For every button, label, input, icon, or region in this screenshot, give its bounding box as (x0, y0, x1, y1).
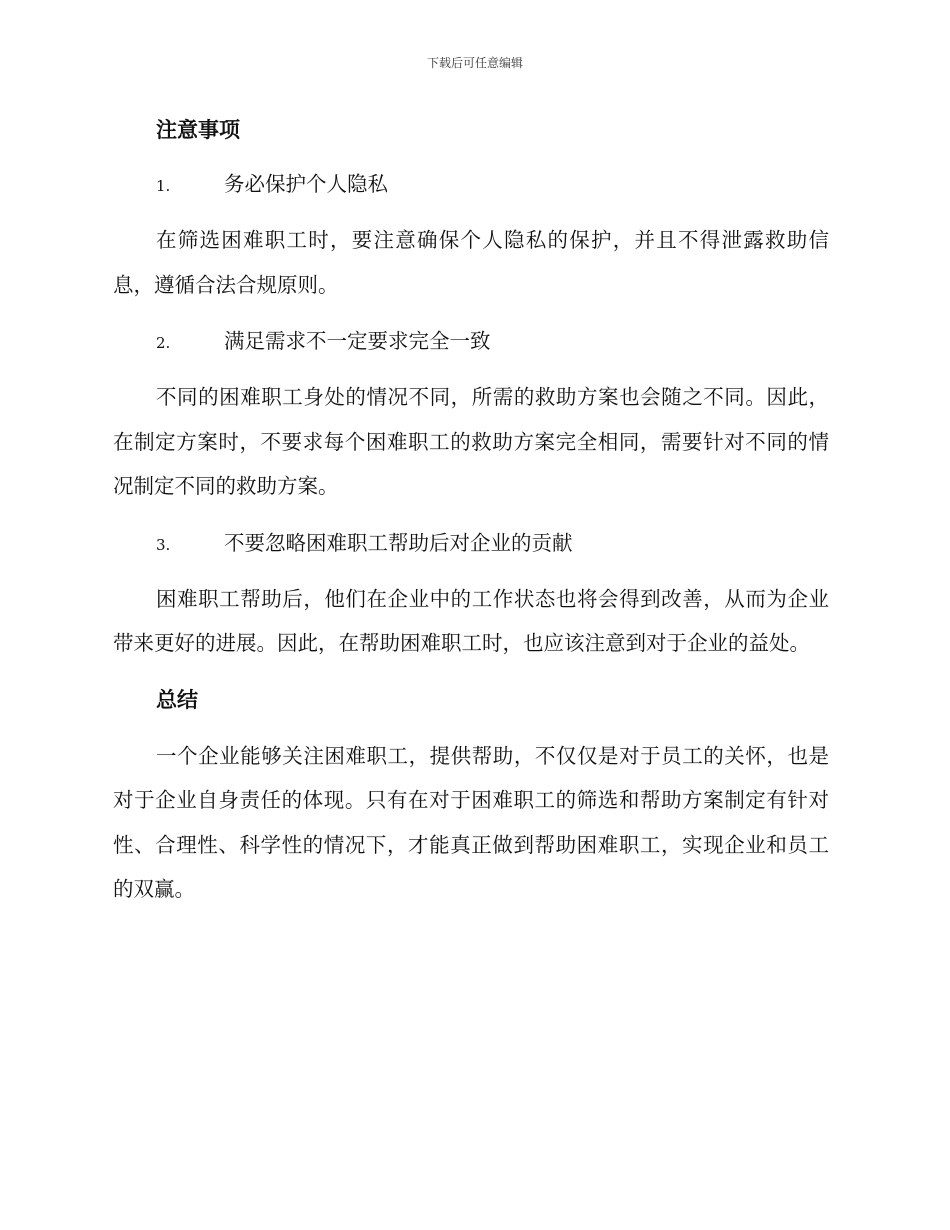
list-number: 1. (156, 177, 171, 195)
paragraph: 不同的困难职工身处的情况不同，所需的救助方案也会随之不同。因此，在制定方案时，不要求每个困难职工的救助方案完全相同，需要针对不同的情况制定不同的救助方案。 (113, 385, 829, 498)
list-heading: 满足需求不一定要求完全一致 (224, 329, 491, 353)
list-heading: 不要忽略困难职工帮助后对企业的贡献 (224, 530, 573, 555)
document-body (113, 110, 829, 912)
list-heading: 务必保护个人隐私 (224, 172, 388, 196)
paragraph: 困难职工帮助后，他们在企业中的工作状态也将会得到改善，从而为企业带来更好的进展。因此，在帮助困难职工时，也应该注意到对于企业的益处。 (113, 586, 829, 655)
paragraph: 在筛选困难职工时，要注意确保个人隐私的保护，并且不得泄露救助信息，遵循合法合规原则。 (113, 228, 829, 297)
list-number: 3. (156, 535, 171, 554)
list-item-3 (113, 523, 829, 563)
section-title-notes: 注意事项 (156, 118, 240, 142)
paragraph: 一个企业能够关注困难职工，提供帮助，不仅仅是对于员工的关怀，也是对于企业自身责任的体现。只有在对于困难职工的筛选和帮助方案制定有针对性、合理性、科学性的情况下，才能真正做到帮助困难职工，实现企业和员工的双赢。 (113, 743, 829, 901)
list-number: 2. (156, 334, 171, 352)
section-title-summary: 总结 (156, 687, 198, 712)
list-item-1 (113, 164, 829, 204)
page-header: 下载后可任意编辑 (426, 56, 523, 70)
list-item-2 (113, 321, 829, 361)
